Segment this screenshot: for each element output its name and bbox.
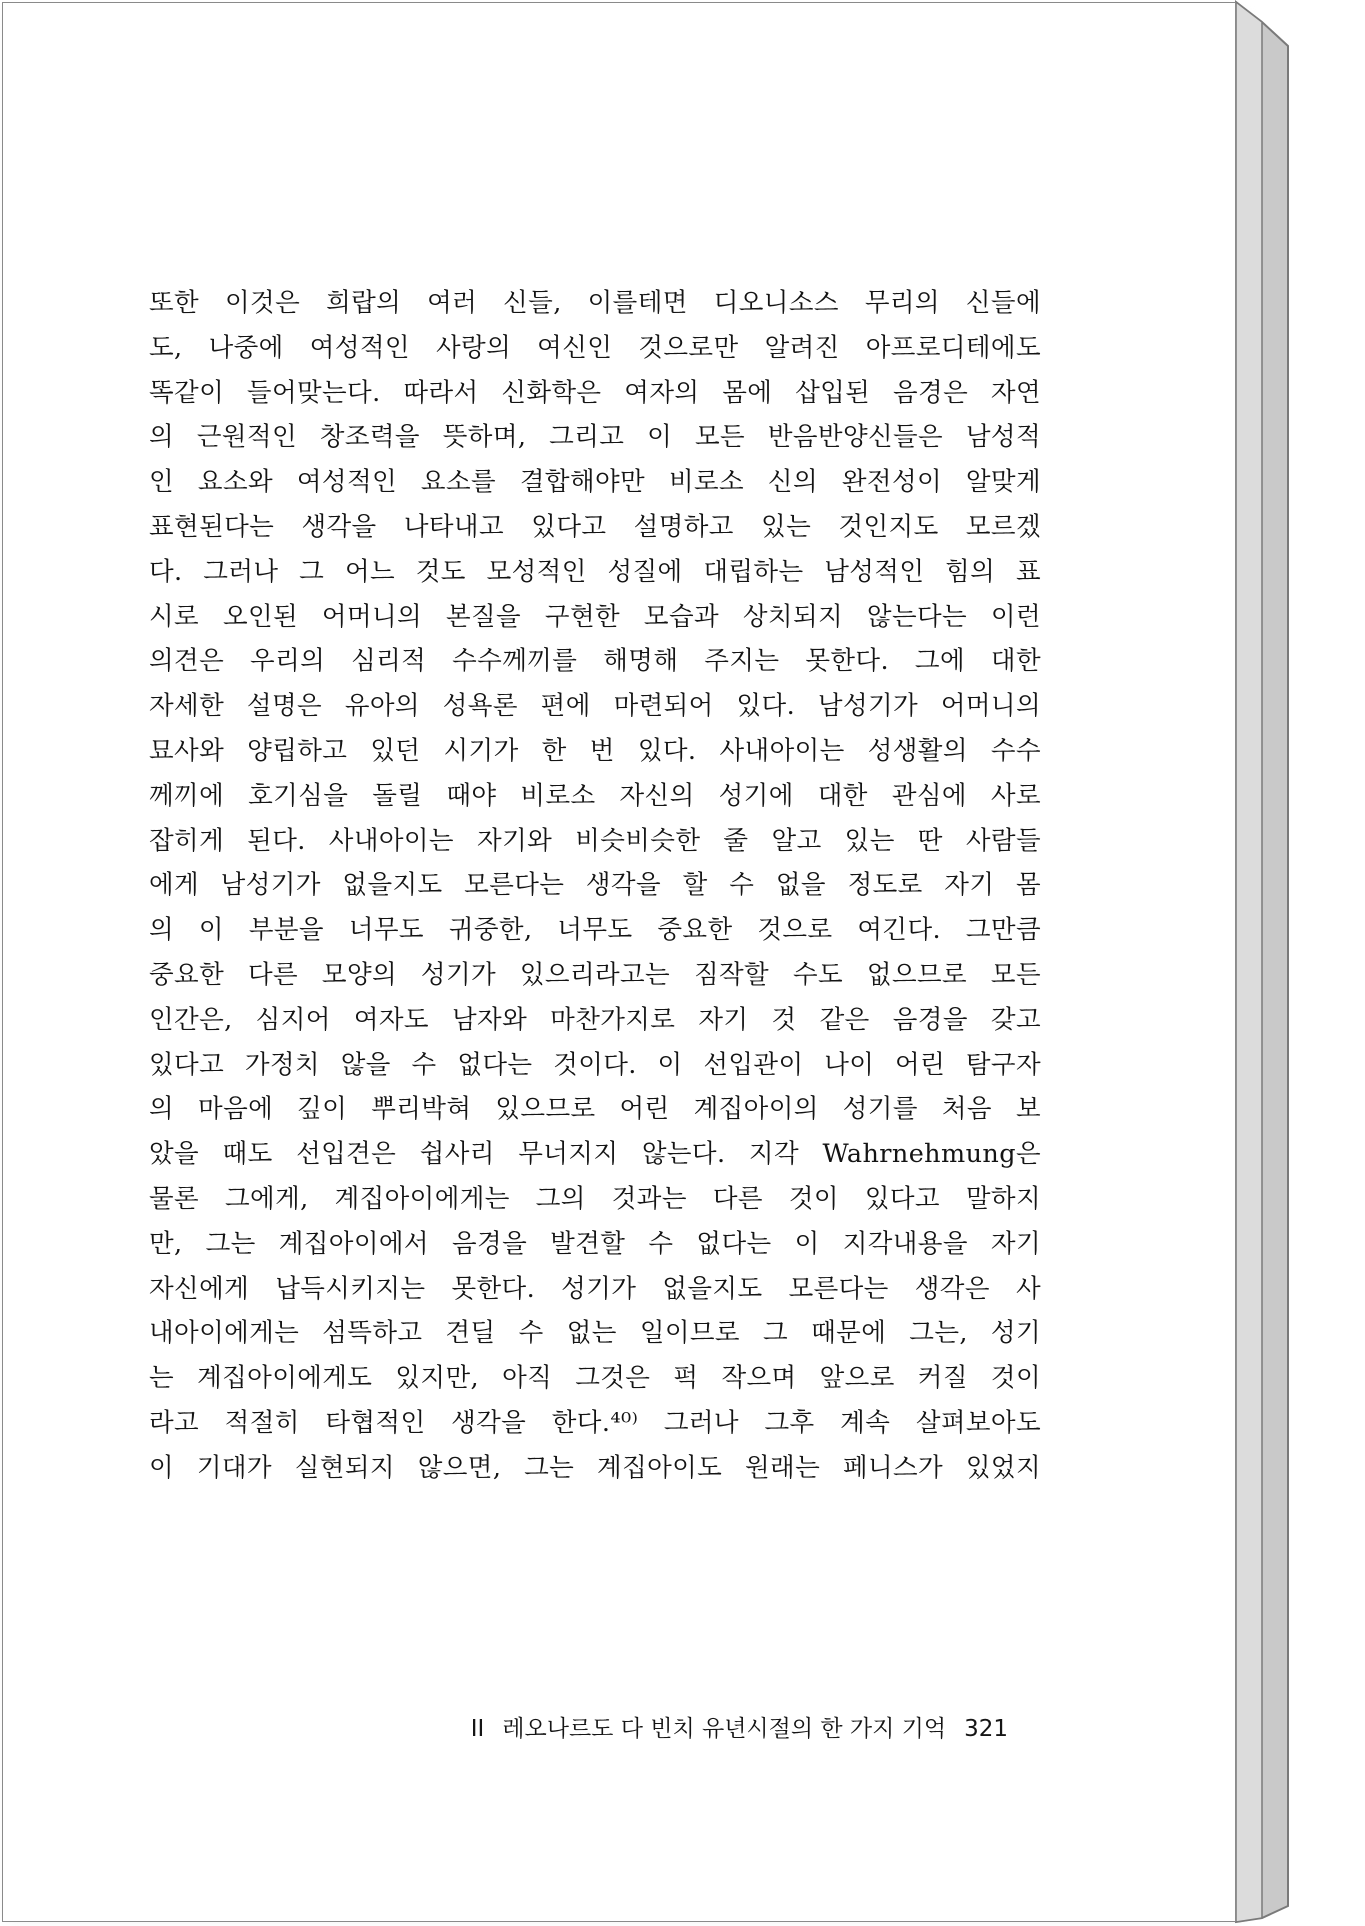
body-text xyxy=(149,281,1041,1491)
text-line: 중요한 다른 모양의 성기가 있으리라고는 짐작할 수도 없으므로 모든 xyxy=(149,959,1041,990)
text-line: 께끼에 호기심을 돌릴 때야 비로소 자신의 성기에 대한 관심에 사로 xyxy=(149,780,1041,811)
page-number: 321 xyxy=(964,1716,1008,1742)
text-line: 의 마음에 깊이 뿌리박혀 있으므로 어린 계집아이의 성기를 처음 보 xyxy=(149,1094,1041,1125)
running-footer xyxy=(438,1709,1008,1749)
text-line: 잡히게 된다. 사내아이는 자기와 비슷비슷한 줄 알고 있는 딴 사람들 xyxy=(149,825,1041,856)
text-line: 묘사와 양립하고 있던 시기가 한 번 있다. 사내아이는 성생활의 수수 xyxy=(149,735,1041,766)
text-line: 똑같이 들어맞는다. 따라서 신화학은 여자의 몸에 삽입된 음경은 자연 xyxy=(149,377,1041,408)
text-line: 도, 나중에 여성적인 사랑의 여신인 것으로만 알려진 아프로디테에도 xyxy=(149,332,1041,363)
chapter-title: 레오나르도 다 빈치 유년시절의 한 가지 기억 xyxy=(502,1716,947,1742)
text-line: 라고 적절히 타협적인 생각을 한다.⁴⁰⁾ 그러나 그후 계속 살펴보아도 xyxy=(149,1407,1041,1438)
text-line: 또한 이것은 희랍의 여러 신들, 이를테면 디오니소스 무리의 신들에 xyxy=(149,288,1041,318)
text-line: 있다고 가정치 않을 수 없다는 것이다. 이 선입관이 나이 어린 탐구자 xyxy=(149,1049,1041,1080)
text-line: 다. 그러나 그 어느 것도 모성적인 성질에 대립하는 남성적인 힘의 표 xyxy=(149,556,1041,587)
text-line: 자신에게 납득시키지는 못한다. 성기가 없을지도 모른다는 생각은 사 xyxy=(149,1273,1041,1304)
text-line: 의 근원적인 창조력을 뜻하며, 그리고 이 모든 반음반양신들은 남성적 xyxy=(149,422,1041,453)
text-line: 표현된다는 생각을 나타내고 있다고 설명하고 있는 것인지도 모르겠 xyxy=(149,511,1041,542)
book-page xyxy=(2,2,1236,1922)
text-line: 인 요소와 여성적인 요소를 결합해야만 비로소 신의 완전성이 알맞게 xyxy=(149,467,1041,498)
part-numeral: II xyxy=(470,1716,485,1742)
text-line: 에게 남성기가 없을지도 모른다는 생각을 할 수 없을 정도로 자기 몸 xyxy=(149,870,1041,901)
text-line: 만, 그는 계집아이에서 음경을 발견할 수 없다는 이 지각내용을 자기 xyxy=(149,1228,1041,1259)
text-line: 물론 그에게, 계집아이에게는 그의 것과는 다른 것이 있다고 말하지 xyxy=(149,1183,1041,1214)
text-line: 의 이 부분을 너무도 귀중한, 너무도 중요한 것으로 여긴다. 그만큼 xyxy=(149,915,1041,946)
text-line: 이 기대가 실현되지 않으면, 그는 계집아이도 원래는 페니스가 있었지 xyxy=(149,1452,1041,1483)
text-line: 인간은, 심지어 여자도 남자와 마찬가지로 자기 것 같은 음경을 갖고 xyxy=(149,1004,1041,1035)
text-line: 내아이에게는 섬뜩하고 견딜 수 없는 일이므로 그 때문에 그는, 성기 xyxy=(149,1318,1041,1349)
text-line: 았을 때도 선입견은 쉽사리 무너지지 않는다. 지각 Wahrnehmung은 xyxy=(149,1139,1041,1170)
text-line: 시로 오인된 어머니의 본질을 구현한 모습과 상치되지 않는다는 이런 xyxy=(149,601,1041,632)
text-line: 의견은 우리의 심리적 수수께끼를 해명해 주지는 못한다. 그에 대한 xyxy=(149,646,1041,677)
text-line: 는 계집아이에게도 있지만, 아직 그것은 퍽 작으며 앞으로 커질 것이 xyxy=(149,1363,1041,1394)
text-line: 자세한 설명은 유아의 성욕론 편에 마련되어 있다. 남성기가 어머니의 xyxy=(149,691,1041,722)
